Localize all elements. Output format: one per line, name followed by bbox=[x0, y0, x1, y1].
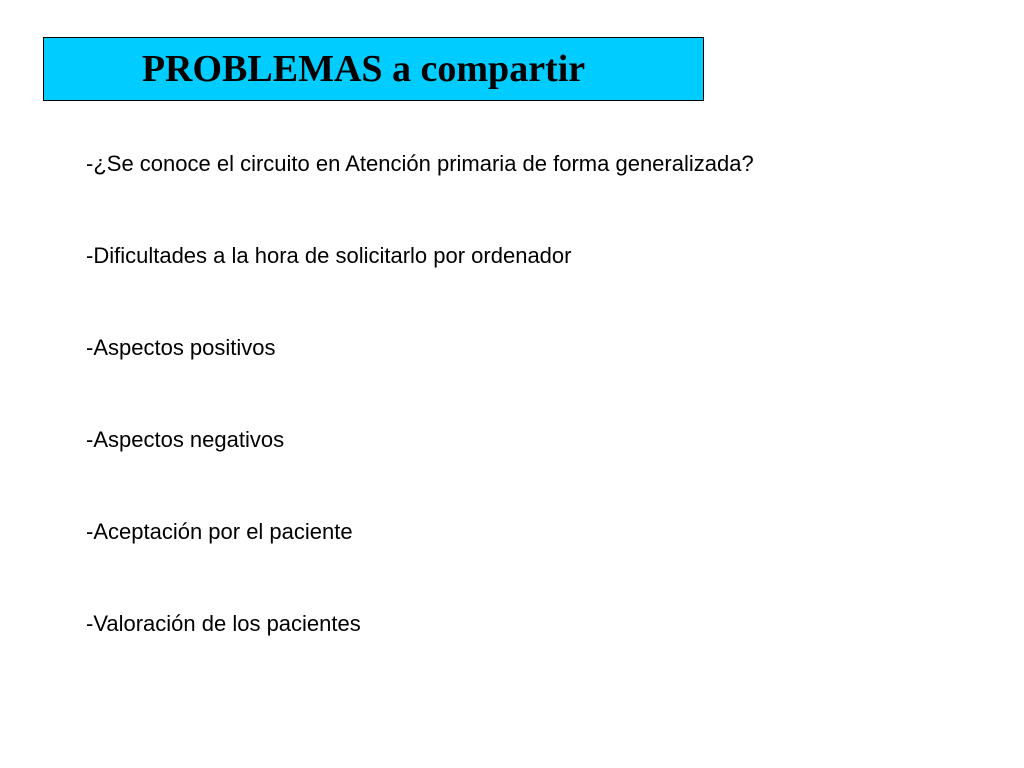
title-box bbox=[43, 37, 704, 101]
list-item: -¿Se conoce el circuito en Atención primaria de forma generalizada? bbox=[86, 151, 754, 176]
list-item: -Aspectos negativos bbox=[86, 427, 285, 452]
list-item: -Aspectos positivos bbox=[86, 335, 276, 360]
slide-title: PROBLEMAS a compartir bbox=[141, 48, 586, 90]
list-item: -Aceptación por el paciente bbox=[86, 519, 353, 544]
list-item: -Dificultades a la hora de solicitarlo por ordenador bbox=[86, 243, 572, 268]
list-item: -Valoración de los pacientes bbox=[86, 611, 361, 636]
bullet-list bbox=[86, 148, 754, 700]
